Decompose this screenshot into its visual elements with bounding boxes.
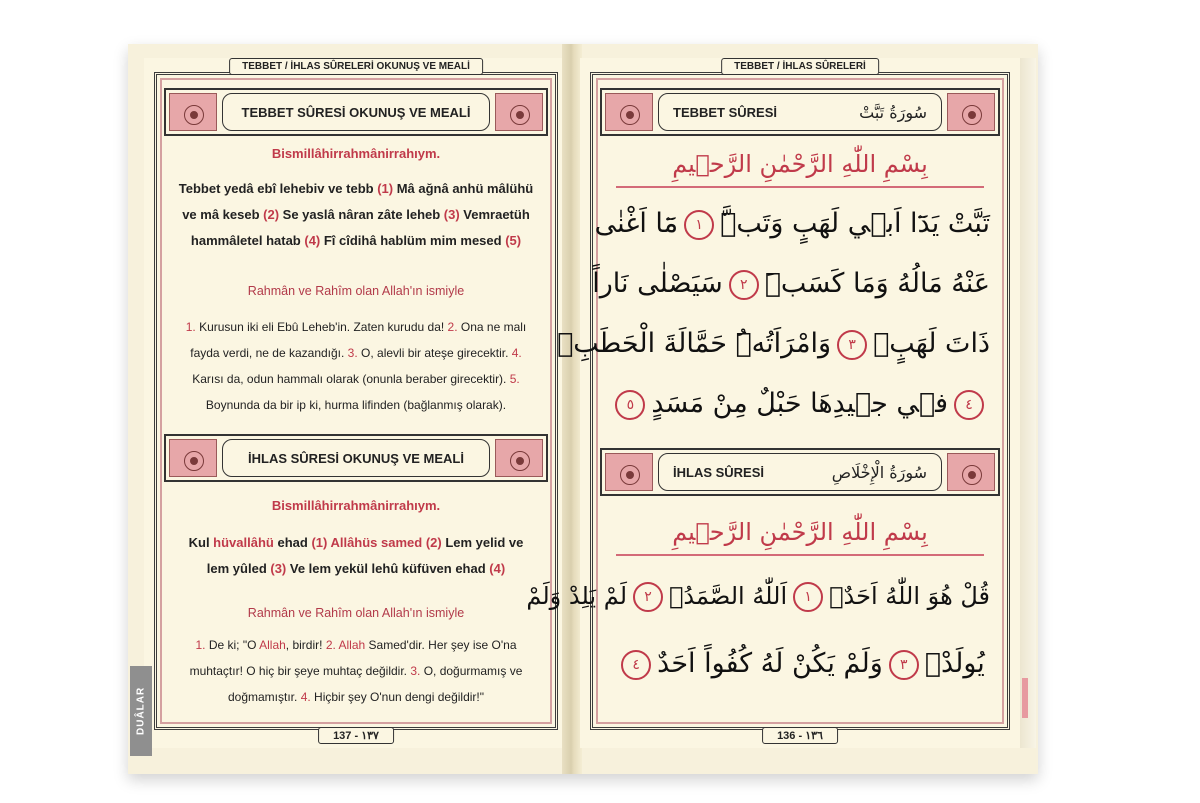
tebbet-banner-inner: [658, 93, 942, 131]
ayah-number: ٥: [615, 390, 645, 420]
ayah-number: ٢: [729, 270, 759, 300]
ayah-number: ٢: [633, 582, 663, 612]
tebbet-meal-head: Rahmân ve Rahîm olan Allah'ın ismiyle: [247, 284, 465, 298]
meal-line: Karısı da, odun hammalı olarak (onunla beraber girecektir). 5.: [192, 372, 520, 386]
ornament-icon: [947, 93, 995, 131]
tebbet-okunus-title: TEBBET SÛRESİ OKUNUŞ VE MEALİ: [222, 93, 490, 131]
ihlas-okunus-banner: [164, 434, 548, 482]
ihlas-ayah-line: يُولَدْۙ٣وَلَمْ يَكُنْ لَهُ كُفُواً اَحَدٌ٤: [610, 648, 990, 680]
right-running-head: TEBBET / İHLAS SÛRELERİ: [721, 58, 879, 75]
ihlas-arabic-basmala: بِسْمِ اللّٰهِ الرَّحْمٰنِ الرَّح۪يمِ: [672, 518, 928, 546]
tebbet-transliteration: [170, 176, 542, 254]
right-page-number: 136 - ١٣٦: [762, 727, 838, 744]
ornament-icon: [605, 93, 653, 131]
tebbet-ayah-line: ٤ف۪ي ج۪يدِهَا حَبْلٌ مِنْ مَسَدٍ٥: [610, 388, 990, 420]
ornament-icon: [605, 453, 653, 491]
meal-line: muhtaçtır! O hiç bir şeye muhtaç değildir. 3. O, doğurmamış ve: [189, 664, 523, 678]
translit-line: ve mâ keseb (2) Se yaslâ nâran zâte leheb (3) Vemraetüh: [182, 207, 530, 222]
ayah-number: ٣: [837, 330, 867, 360]
tebbet-ayah-line: ذَاتَ لَهَبٍۚ٣وَامْرَاَتُهُۜ حَمَّالَةَ الْحَطَبِۚ: [557, 328, 990, 359]
book-spine: [562, 44, 582, 774]
ihlas-arabic-banner: [600, 448, 1000, 496]
section-side-tab: DUÂLAR: [130, 666, 152, 756]
ayah-number: ٤: [954, 390, 984, 420]
ihlas-okunus-title: İHLAS SÛRESİ OKUNUŞ VE MEALİ: [222, 439, 490, 477]
ornament-icon: [947, 453, 995, 491]
ayah-number: ٤: [621, 650, 651, 680]
translit-line: Tebbet yedâ ebî lehebiv ve tebb (1) Mâ ağnâ anhü mâlühü: [178, 181, 534, 196]
ihlas-meal: [170, 632, 542, 710]
ayah-number: ٣: [889, 650, 919, 680]
ornament-icon: [495, 439, 543, 477]
meal-line: Boynunda da bir ip ki, hurma lifinden (bağlanmış olarak).: [205, 398, 507, 412]
ihlas-meal-head: Rahmân ve Rahîm olan Allah'ın ismiyle: [247, 606, 465, 620]
ihlas-title-latin: İHLAS SÛRESİ: [673, 464, 765, 480]
ihlas-ayah-line: قُلْ هُوَ اللّٰهُ اَحَدٌۚ١اَللّٰهُ الصَّمَدُۚ٢لَمْ يَلِدْ وَلَمْ: [526, 582, 990, 610]
ihlas-transliteration: [170, 530, 542, 582]
tebbet-basmala: Bismillâhirrahmânirrahıym.: [271, 146, 441, 161]
tebbet-title-arabic: سُورَةُ تَبَّتْ: [859, 102, 927, 122]
meal-line: fayda verdi, ne de kazandığı. 3. O, alevli bir ateşe girecektir. 4.: [190, 346, 522, 360]
bookmark-ribbon: [1022, 678, 1028, 718]
ornament-icon: [169, 439, 217, 477]
tebbet-okunus-banner: [164, 88, 548, 136]
ornament-icon: [169, 93, 217, 131]
left-running-head: TEBBET / İHLAS SÛRELERİ OKUNUŞ VE MEALİ: [229, 58, 483, 75]
ayah-number: ١: [793, 582, 823, 612]
tebbet-arabic-basmala: بِسْمِ اللّٰهِ الرَّحْمٰنِ الرَّح۪يمِ: [672, 150, 928, 178]
ihlas-basmala: Bismillâhirrahmânirrahıym.: [271, 498, 441, 513]
tebbet-meal: [170, 314, 542, 418]
ihlas-title-arabic: سُورَةُ الْإِخْلَاصِ: [831, 462, 927, 482]
meal-line: doğmamıştır. 4. Hiçbir şey O'nun dengi değildir!": [227, 690, 485, 704]
translit-line: Kul hüvallâhü ehad (1) Allâhüs samed (2) Lem yelid ve: [188, 535, 524, 550]
tebbet-ayah-line: عَنْهُ مَالُهُ وَمَا كَسَبَۜ٢سَيَصْلٰى نَاراً: [592, 268, 990, 299]
tebbet-title-latin: TEBBET SÛRESİ: [673, 104, 778, 120]
right-page: [526, 58, 1020, 748]
left-page: [144, 58, 568, 748]
translit-line: lem yûled (3) Ve lem yekül lehû küfüven ehad (4): [206, 561, 506, 576]
ayah-number: ١: [684, 210, 714, 240]
meal-line: 1. De ki; "O Allah, birdir! 2. Allah Samed'dir. Her şey ise O'na: [195, 638, 517, 652]
tebbet-arabic-banner: [600, 88, 1000, 136]
page-edges: [1020, 58, 1036, 748]
tebbet-ayah-line: تَبَّتْ يَدَٓا اَب۪ي لَهَبٍ وَتَبَّۜ١مَٓا اَغْنٰى: [594, 208, 990, 239]
translit-line: hammâletel hatab (4) Fî cîdihâ hablüm mim mesed (5): [190, 233, 522, 248]
basmala-underline: [616, 554, 984, 556]
ihlas-banner-inner: [658, 453, 942, 491]
basmala-underline: [616, 186, 984, 188]
left-page-number: 137 - ١٣٧: [318, 727, 394, 744]
meal-line: 1. Kurusun iki eli Ebû Leheb'in. Zaten kurudu da! 2. Ona ne malı: [185, 320, 527, 334]
ornament-icon: [495, 93, 543, 131]
